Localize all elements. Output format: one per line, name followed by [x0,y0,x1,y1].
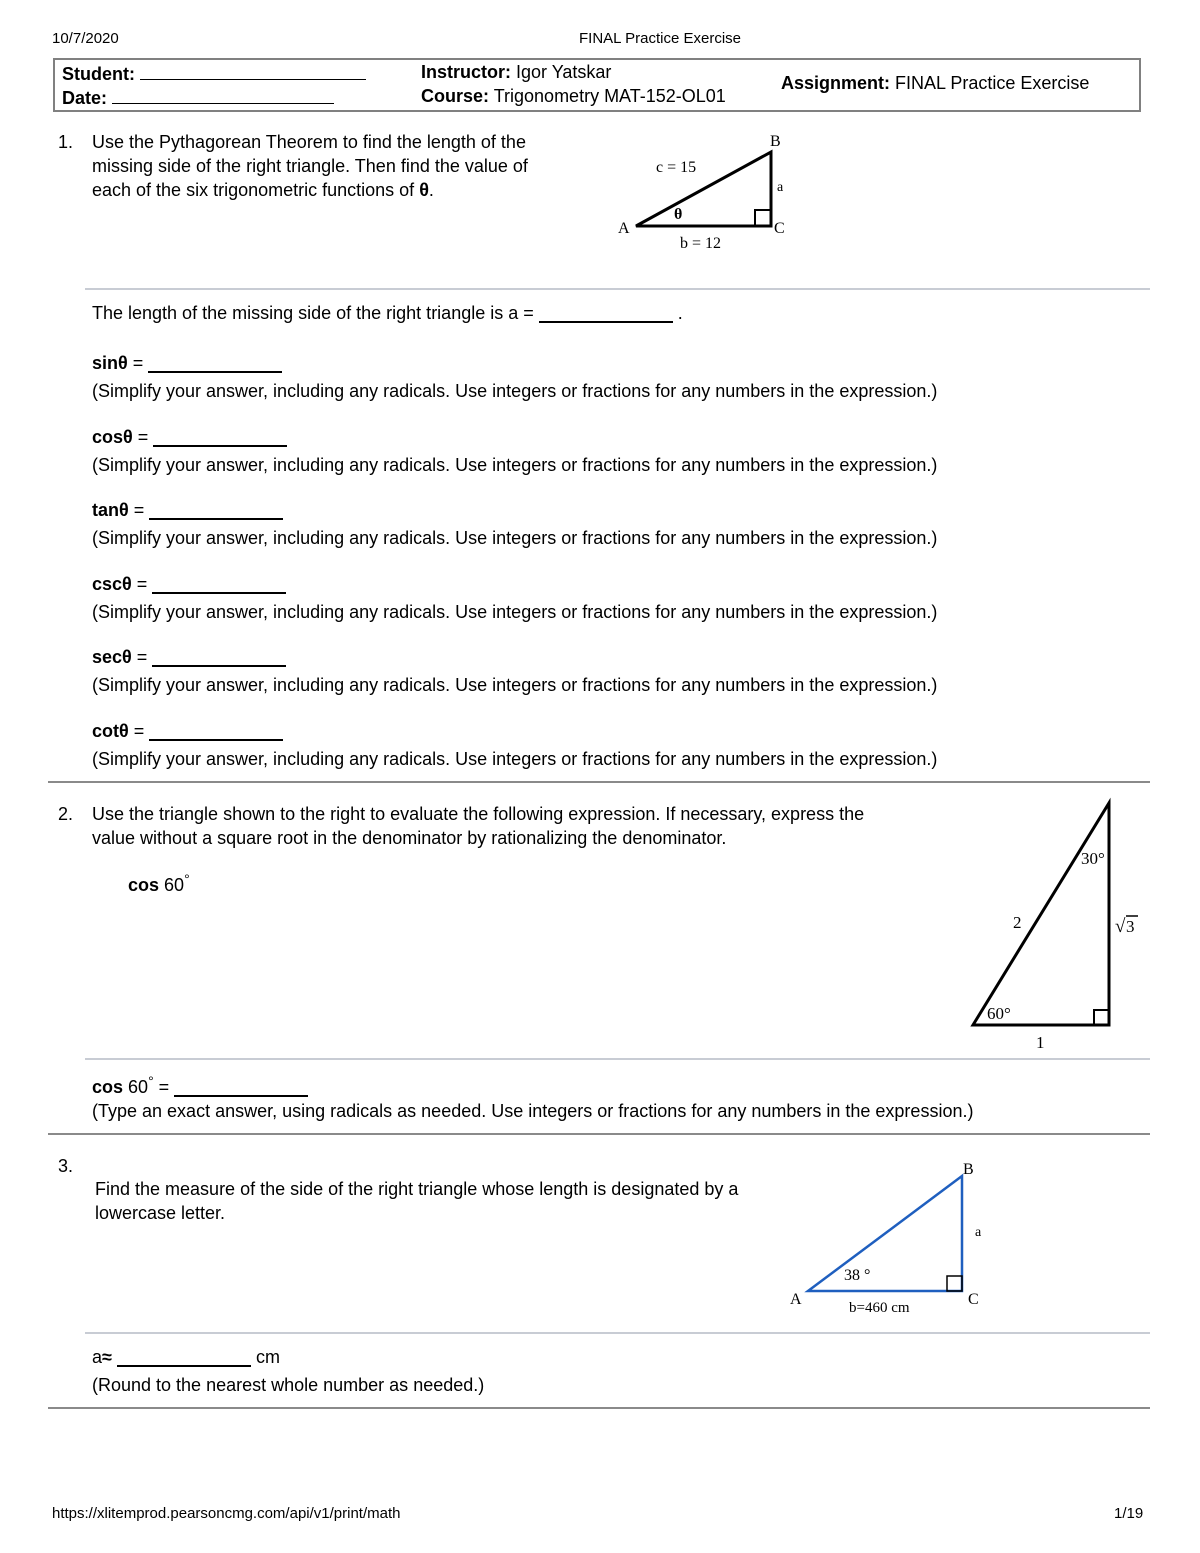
q1-end-separator [48,781,1150,783]
q2-answer-note: (Type an exact answer, using radicals as needed. Use integers or fractions for any numbers in the expression.) [92,1101,974,1121]
q2-answer-eq: = [153,1077,170,1097]
q2-triangle-figure [960,795,1150,1057]
print-title: FINAL Practice Exercise [579,30,741,47]
q2-expr-fn: cos [128,875,160,895]
q3-vertex-b: B [963,1161,974,1178]
csc-theta: θ [122,574,132,594]
q2-radical-sign: √ [1115,916,1126,937]
q2-answer-degree: ° [148,1073,154,1089]
q2-angle-top: 30° [1081,849,1105,868]
q1-prompt [92,130,572,202]
tan-label: tan [92,500,119,520]
q1-theta: θ [419,180,429,200]
cos-eq: = [132,427,149,447]
date-field [62,86,334,109]
q3-prompt-line1: Find the measure of the side of the right triangle whose length is designated by a [95,1179,739,1199]
assignment-value: FINAL Practice Exercise [895,73,1090,93]
cos-answer-blank[interactable] [153,427,287,447]
instructor-field [421,62,611,83]
q1-base-label: b = 12 [680,235,722,252]
q1-vertex-a: A [618,220,630,237]
assignment-label: Assignment: [781,73,891,93]
q3-vertex-c: C [968,1291,979,1308]
q1-fn-sin [92,353,282,374]
q2-radical-side [1115,916,1138,937]
tan-answer-blank[interactable] [149,500,283,520]
cos-theta: θ [123,427,133,447]
student-label: Student: [62,64,135,84]
q2-base-label: 1 [1036,1033,1045,1052]
cos-note: (Simplify your answer, including any radicals. Use integers or fractions for any numbers in the expression.) [92,455,938,475]
q2-angle-bottom: 60° [987,1004,1011,1023]
sec-label: sec [92,647,123,667]
cos-label: cos [92,427,124,447]
assignment-field [781,73,1089,94]
q2-hyp-label: 2 [1013,913,1022,932]
q2-separator [85,1058,1150,1060]
csc-label: csc [92,574,123,594]
sin-answer-blank[interactable] [148,353,282,373]
q3-triangle [808,1176,962,1291]
q3-answer-note: (Round to the nearest whole number as needed.) [92,1375,485,1395]
q1-missing-side-blank[interactable] [539,303,673,323]
q2-expr-arg: 60 [159,875,185,895]
q2-prompt-line1: Use the triangle shown to the right to evaluate the following expression. If necessary, express the [92,804,865,824]
q1-fn-cos [92,427,287,448]
q1-missing-side [92,303,683,324]
student-field [62,62,366,85]
course-label: Course: [421,86,490,106]
q2-number: 2. [58,804,74,824]
q2-answer-arg: 60 [123,1077,149,1097]
q1-vertex-b: B [770,133,781,150]
cot-eq: = [128,721,145,741]
q1-angle-label: θ [674,206,683,223]
cot-theta: θ [119,721,129,741]
instructor-label: Instructor: [421,62,511,82]
csc-note: (Simplify your answer, including any radicals. Use integers or fractions for any numbers in the expression.) [92,602,938,622]
cot-note: (Simplify your answer, including any radicals. Use integers or fractions for any numbers in the expression.) [92,749,938,769]
cot-answer-blank[interactable] [149,721,283,741]
q1-missing-side-end: . [677,303,683,323]
q1-fn-sec [92,647,286,668]
q2-prompt [92,802,952,850]
q2-expr-degree: ° [184,871,190,887]
q2-triangle [973,803,1109,1025]
sin-note: (Simplify your answer, including any radicals. Use integers or fractions for any numbers in the expression.) [92,381,938,401]
q3-approx-sign: ≈ [102,1347,112,1367]
csc-answer-blank[interactable] [152,574,286,594]
footer-url: https://xlitemprod.pearsoncmg.com/api/v1/print/math [52,1505,401,1522]
q3-answer-var: a [92,1347,103,1367]
date-label: Date: [62,88,108,108]
q2-answer-fn: cos [92,1077,124,1097]
sec-theta: θ [122,647,132,667]
q3-vertex-a: A [790,1291,802,1308]
q3-triangle-figure [780,1152,1000,1327]
instructor-value: Igor Yatskar [516,62,612,82]
course-field [421,86,726,107]
q1-prompt-line3: each of the six trigonometric functions of [92,180,415,200]
q1-hyp-label: c = 15 [656,159,697,176]
assignment-info-box [53,58,1141,112]
print-date: 10/7/2020 [52,30,119,47]
q3-separator [85,1332,1150,1334]
q1-vertex-c: C [774,220,785,237]
date-blank [112,86,334,104]
q1-number: 1. [58,132,74,152]
q1-missing-side-text: The length of the missing side of the right triangle is a = [92,303,534,323]
q1-side-a-label: a [777,180,784,195]
q1-fn-tan [92,500,283,521]
q3-base-label: b=460 cm [849,1300,910,1316]
q1-right-angle-mark [755,210,771,226]
q2-right-angle-mark [1094,1010,1109,1025]
q2-end-separator [48,1133,1150,1135]
q2-answer [92,1073,308,1098]
q2-answer-blank[interactable] [174,1077,308,1097]
q3-prompt-line2: lowercase letter. [95,1203,226,1223]
course-value: Trigonometry MAT-152-OL01 [493,86,726,106]
q2-prompt-line2: value without a square root in the denominator by rationalizing the denominator. [92,828,727,848]
q1-separator [85,288,1150,290]
sin-eq: = [127,353,144,373]
cot-label: cot [92,721,119,741]
q3-side-a-label: a [975,1225,982,1240]
tan-note: (Simplify your answer, including any radicals. Use integers or fractions for any numbers in the expression.) [92,528,938,548]
q3-answer-blank[interactable] [117,1347,251,1367]
q1-prompt-line2: missing side of the right triangle. Then find the value of [92,156,528,176]
q3-number: 3. [58,1156,74,1176]
q3-angle-label: 38 ° [844,1267,871,1284]
q3-right-angle-mark [947,1276,962,1291]
sec-answer-blank[interactable] [152,647,286,667]
sec-note: (Simplify your answer, including any radicals. Use integers or fractions for any numbers in the expression.) [92,675,938,695]
q3-prompt [95,1177,815,1225]
sec-eq: = [131,647,148,667]
q1-prompt-line3-wrap [92,178,572,202]
q3-end-separator [48,1407,1150,1409]
student-blank [140,62,366,80]
q1-fn-cot [92,721,283,742]
tan-theta: θ [119,500,129,520]
q1-prompt-line1: Use the Pythagorean Theorem to find the length of the [92,132,526,152]
q1-period: . [428,180,434,200]
q2-radicand: 3 [1126,917,1135,936]
sin-label: sin [92,353,119,373]
sin-theta: θ [118,353,128,373]
q3-answer-unit: cm [255,1347,280,1367]
csc-eq: = [131,574,148,594]
q2-expression [128,867,190,897]
q3-answer [92,1347,280,1368]
q1-fn-csc [92,574,286,595]
footer-page-number: 1/19 [1114,1505,1144,1522]
q1-triangle-figure [610,128,800,258]
tan-eq: = [128,500,145,520]
